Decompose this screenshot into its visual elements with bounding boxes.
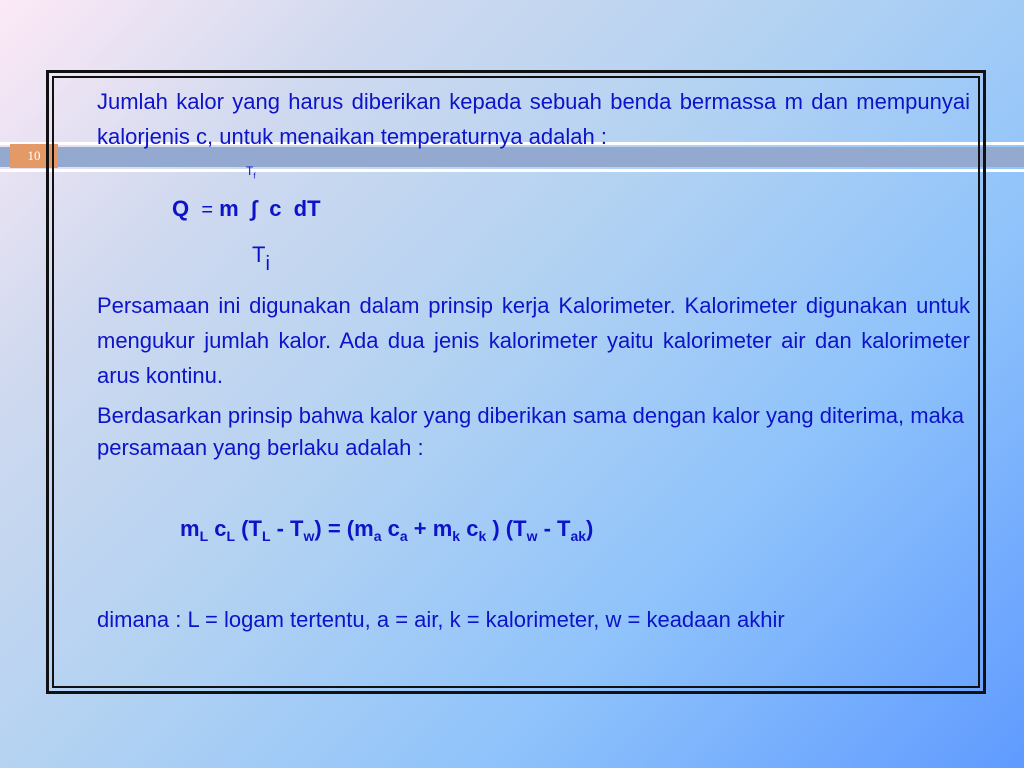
integral-upper-limit xyxy=(246,164,256,180)
eq-subscript: w xyxy=(526,528,538,544)
eq-subscript: k xyxy=(452,528,461,544)
page-number-badge: 10 xyxy=(10,144,58,168)
eq-term: ) = (m xyxy=(314,516,374,541)
eq-term: ) xyxy=(586,516,594,541)
equation-rhs: m ∫ c dT xyxy=(219,196,321,221)
legend-line: dimana : L = logam tertentu, a = air, k = kalorimeter, w = keadaan akhir xyxy=(97,607,785,632)
calorimeter-equation xyxy=(180,516,593,544)
eq-term: c xyxy=(381,516,400,541)
eq-term: (T xyxy=(235,516,262,541)
intro-paragraph: Jumlah kalor yang harus diberikan kepada sebuah benda bermassa m dan mempunyai kalorjenis c, untuk menaikan temperaturnya adalah : xyxy=(97,89,970,149)
heat-integral-equation xyxy=(172,196,321,222)
equation-lhs: Q xyxy=(172,196,190,221)
calorimeter-paragraph: Persamaan ini digunakan dalam prinsip kerja Kalorimeter. Kalorimeter digunakan untuk mengukur jumlah kalor. Ada dua jenis kalorimeter yaitu kalorimeter air dan kalorimeter arus kontinu. xyxy=(97,293,970,388)
eq-term: c xyxy=(208,516,227,541)
eq-term: m xyxy=(180,516,200,541)
eq-term: - T xyxy=(537,516,571,541)
eq-subscript: L xyxy=(261,528,271,544)
eq-term: + m xyxy=(407,516,453,541)
eq-subscript: L xyxy=(226,528,236,544)
eq-subscript: k xyxy=(478,528,487,544)
upper-limit-symbol: T xyxy=(246,164,254,178)
eq-term: c xyxy=(460,516,479,541)
lower-limit-subscript: i xyxy=(265,253,270,275)
eq-subscript: w xyxy=(303,528,315,544)
eq-term: ) (T xyxy=(486,516,527,541)
eq-subscript: ak xyxy=(570,528,587,544)
principle-paragraph: Berdasarkan prinsip bahwa kalor yang diberikan sama dengan kalor yang diterima, maka persamaan yang berlaku adalah : xyxy=(97,403,965,460)
eq-subscript: L xyxy=(199,528,209,544)
integral-lower-limit xyxy=(252,242,270,276)
upper-limit-subscript: f xyxy=(253,171,256,181)
eq-subscript: a xyxy=(399,528,408,544)
eq-term: - T xyxy=(270,516,304,541)
lower-limit-symbol: T xyxy=(252,242,266,267)
eq-subscript: a xyxy=(373,528,382,544)
equals-sign: = xyxy=(201,199,214,221)
